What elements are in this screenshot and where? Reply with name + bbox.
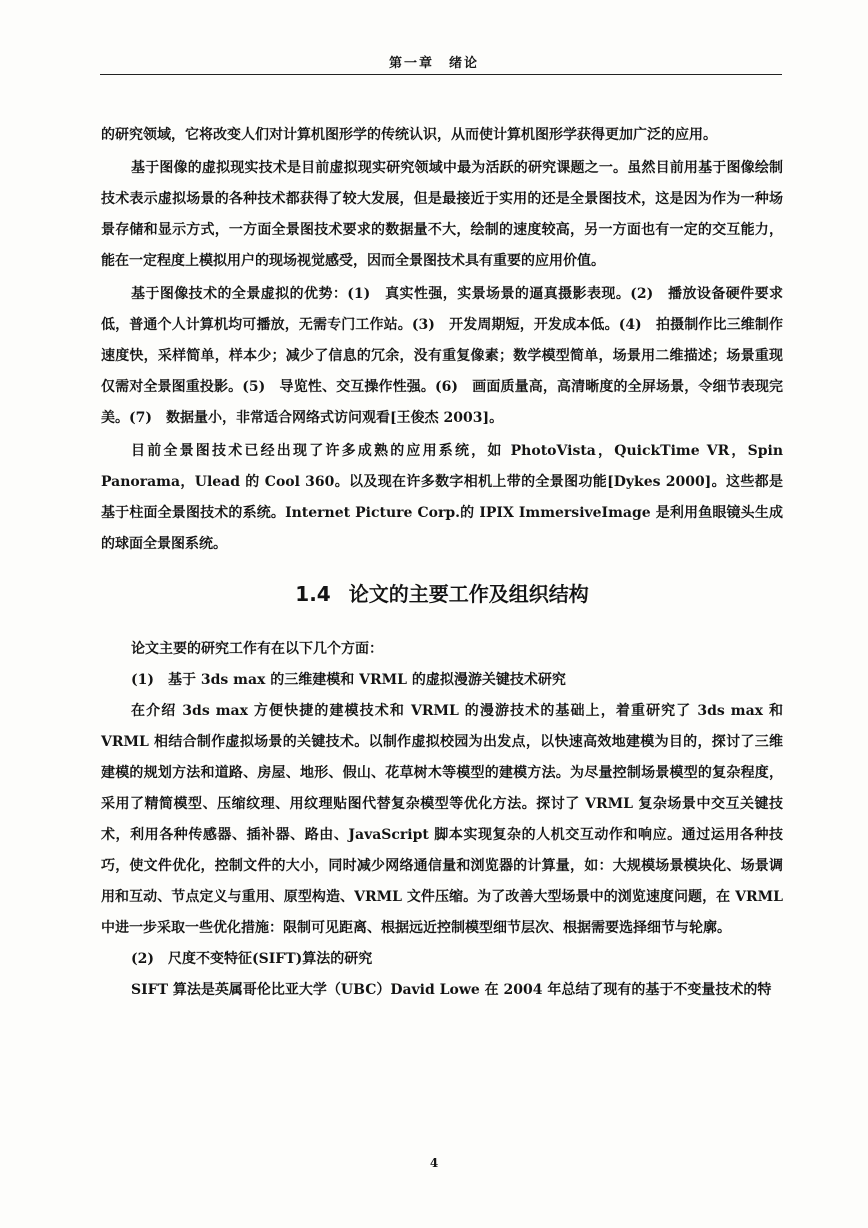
paragraph-advantages: 基于图像技术的全景虚拟的优势：(1) 真实性强，实景场景的逼真摄影表现。(2) 播放设备硬件要求低，普通个人计算机均可播放，无需专门工作站。(3) 开发周期短，开发成本低。(4) 拍摄制作比三维制作速度快，采样简单，样本少；减少了信息的冗余，没有重复像素；数学模型简单，场景用二维描述；场景重现仅需对全景图重投影。(5) 导览性、交互操作性强。(6) 画面质量高，高清晰度的全屏场景，令细节表现完美。(7) 数据量小，非常适合网络式访问观看[王俊杰 2003]。: [101, 286, 783, 426]
header-rule: [100, 74, 782, 75]
work-intro: 论文主要的研究工作有在以下几个方面：: [131, 641, 383, 657]
paragraph-systems: 目前全景图技术已经出现了许多成熟的应用系统，如 PhotoVista，QuickTime VR，Spin Panorama，Ulead 的 Cool 360。以及现在许多数字相机上带的全景图功能[Dykes 2000]。这些都是基于柱面全景图技术的系统。Internet Picture Corp.的 IPIX ImmersiveImage 是利用鱼眼镜头生成的球面全景图系统。: [101, 443, 783, 552]
section-heading: [101, 580, 783, 608]
paragraph-ibvr: 基于图像的虚拟现实技术是目前虚拟现实研究领域中最为活跃的研究课题之一。虽然目前用基于图像绘制技术表示虚拟场景的各种技术都获得了较大发展，但是最接近于实用的还是全景图技术，这是因为作为一种场景存储和显示方式，一方面全景图技术要求的数据量不大，绘制的速度较高，另一方面也有一定的交互能力，能在一定程度上模拟用户的现场视觉感受，因而全景图技术具有重要的应用价值。: [101, 160, 783, 269]
item1-text: 在介绍 3ds max 方便快捷的建模技术和 VRML 的漫游技术的基础上，着重研究了 3ds max 和 VRML 相结合制作虚拟场景的关键技术。以制作虚拟校园为出发点，以快速高效地建模为目的，探讨了三维建模的规划方法和道路、房屋、地形、假山、花草树木等模型的建模方法。为尽量控制场景模型的复杂程度，采用了精简模型、压缩纹理、用纹理贴图代替复杂模型等优化方法。探讨了 VRML 复杂场景中交互关键技术，利用各种传感器、插补器、路由、JavaScript 脚本实现复杂的人机交互动作和响应。通过运用各种技巧，使文件优化，控制文件的大小，同时减少网络通信量和浏览器的计算量，如：大规模场景模块化、场景调用和互动、节点定义与重用、原型构造、VRML 文件压缩。为了改善大型场景中的浏览速度问题，在 VRML 中进一步采取一些优化措施：限制可见距离、根据远近控制模型细节层次、根据需要选择细节与轮廓。: [101, 703, 783, 936]
item2-title: (2) 尺度不变特征(SIFT)算法的研究: [131, 951, 373, 967]
item2-text: SIFT 算法是英属哥伦比亚大学（UBC）David Lowe 在 2004 年总结了现有的基于不变量技术的特: [131, 982, 772, 998]
page-body: [101, 120, 783, 1006]
running-header: 第一章 绪论: [388, 56, 479, 71]
item1-title: (1) 基于 3ds max 的三维建模和 VRML 的虚拟漫游关键技术研究: [131, 672, 566, 688]
page-number: 4: [429, 1156, 439, 1170]
section-title: 论文的主要工作及组织结构: [348, 582, 589, 606]
section-number: 1.4: [295, 582, 331, 606]
paragraph-continuation: 的研究领域，它将改变人们对计算机图形学的传统认识，从而使计算机图形学获得更加广泛的应用。: [101, 127, 717, 143]
